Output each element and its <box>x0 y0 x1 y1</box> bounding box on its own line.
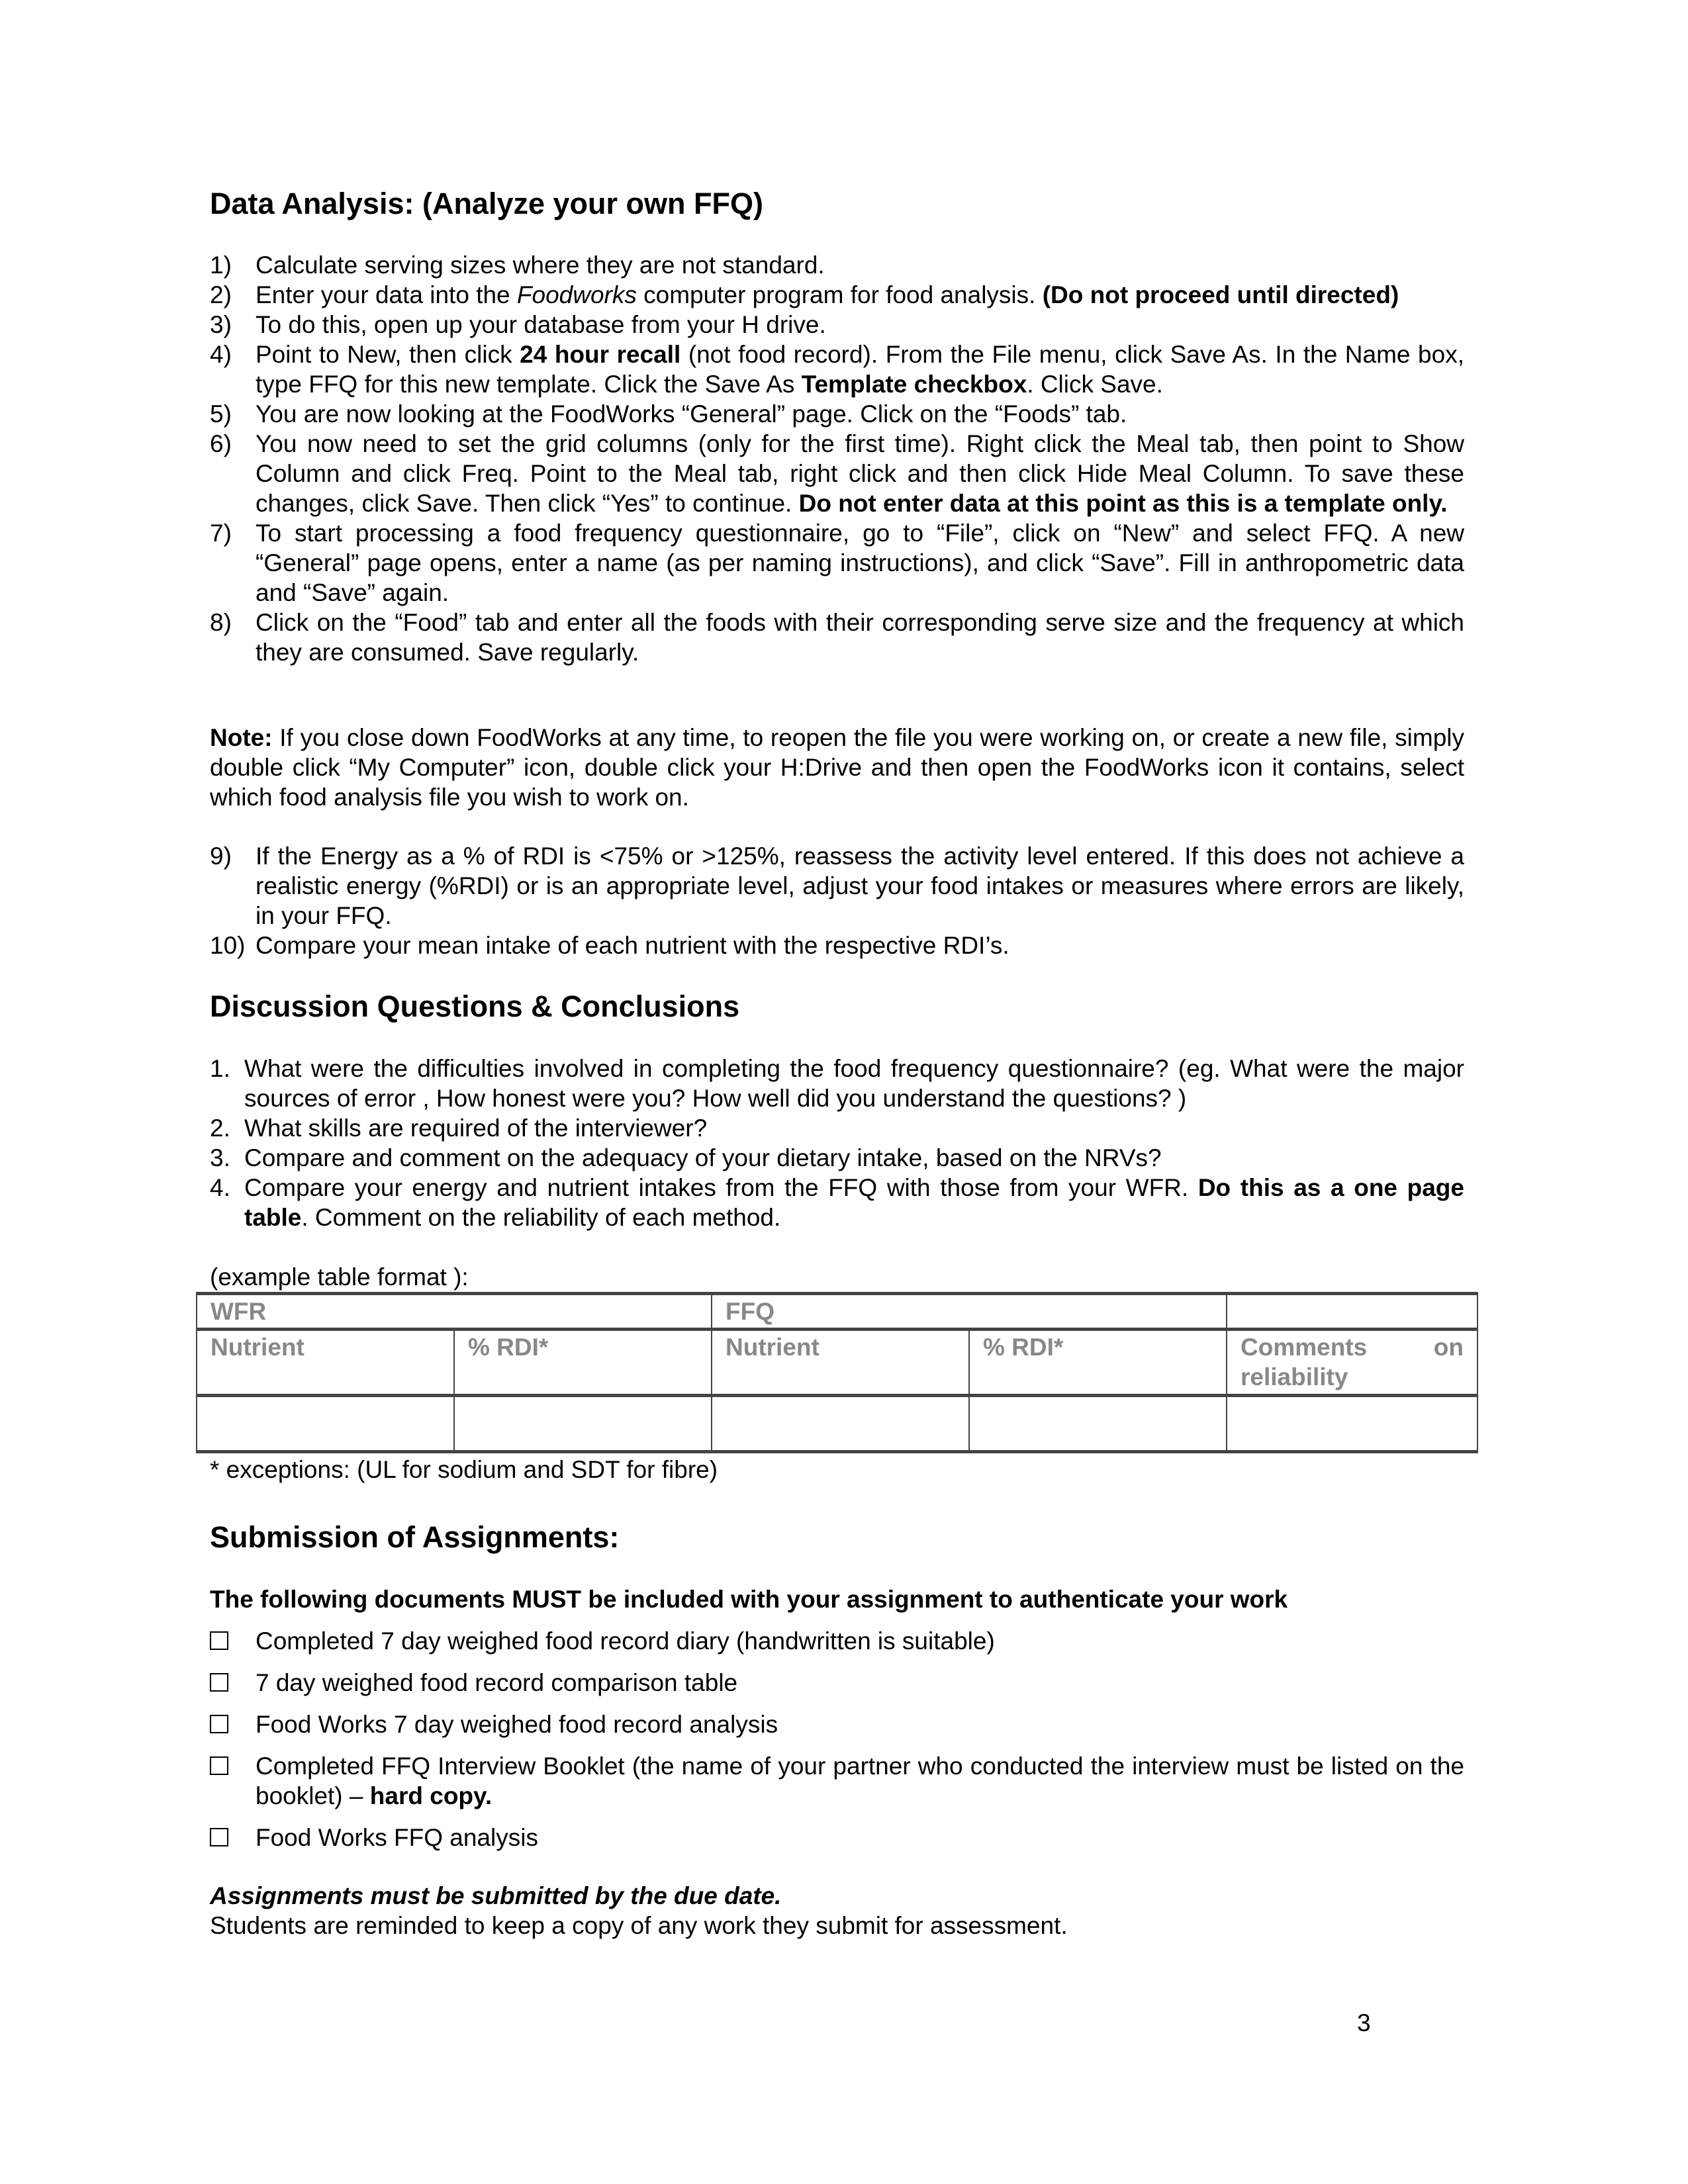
text-segment: Note: <box>210 724 273 751</box>
list-item <box>210 310 1464 340</box>
text-segment: Click on the “Food” tab and enter all the foods with their corresponding serve size and the frequency at which they are consumed. Save regularly. <box>256 609 1464 666</box>
text-segment: 24 hour recall <box>520 341 681 368</box>
heading-data-analysis: Data Analysis: (Analyze your own FFQ) <box>210 187 763 220</box>
item-number: 5) <box>210 400 232 428</box>
col-nutrient-wfr: Nutrient <box>197 1330 454 1396</box>
item-number: 6) <box>210 430 232 457</box>
item-number: 1) <box>210 251 232 279</box>
item-number: 8) <box>210 609 232 636</box>
checkbox[interactable] <box>210 1673 228 1692</box>
text-segment: Do not enter data at this point as this is a template only. <box>798 490 1448 517</box>
checklist-item <box>210 1626 1464 1656</box>
col-rdi-wfr: % RDI* <box>454 1330 712 1396</box>
cell <box>454 1396 712 1452</box>
text-segment: . Click Save. <box>1027 371 1163 398</box>
note-paragraph <box>210 723 1464 812</box>
item-number: 3) <box>210 311 232 338</box>
text-segment: (Do not proceed until directed) <box>1042 281 1399 308</box>
checklist-item <box>210 1709 1464 1739</box>
col-comments <box>1227 1330 1477 1396</box>
checklist-item <box>210 1668 1464 1698</box>
text-segment: Enter your data into the <box>256 281 517 308</box>
text-segment: If the Energy as a % of RDI is <75% or >125%, reassess the activity level entered. If this does not achieve a realistic energy (%RDI) or is an appropriate level, adjust your food intakes or measures where errors are likely, in your FFQ. <box>256 842 1464 929</box>
header-wfr: WFR <box>197 1294 712 1330</box>
due-date-notice: Assignments must be submitted by the due date. <box>210 1882 782 1909</box>
questions-list <box>210 1054 1464 1232</box>
list-item <box>210 931 1464 960</box>
steps-list-2 <box>210 841 1464 960</box>
item-number: 3. <box>210 1144 230 1171</box>
text-segment: Foodworks <box>516 281 637 308</box>
text-segment: Compare and comment on the adequacy of your dietary intake, based on the NRVs? <box>244 1144 1162 1171</box>
text-segment: Food Works 7 day weighed food record analysis <box>256 1711 778 1738</box>
text-segment: You are now looking at the FoodWorks “General” page. Click on the “Foods” tab. <box>256 400 1127 428</box>
example-table <box>196 1292 1478 1453</box>
checkbox[interactable] <box>210 1715 228 1733</box>
item-number: 2) <box>210 281 232 308</box>
list-item <box>210 1143 1464 1173</box>
item-number: 4. <box>210 1174 230 1201</box>
page-number: 3 <box>1357 2009 1371 2036</box>
cell <box>712 1396 969 1452</box>
table-caption: (example table format ): <box>210 1263 469 1291</box>
text-segment: What were the difficulties involved in completing the food frequency questionnaire? (eg. What were the major sources of error , How honest were you? How well did you understand the questions? ) <box>244 1055 1464 1112</box>
checklist-item <box>210 1823 1464 1852</box>
checklist-item <box>210 1751 1464 1811</box>
text-segment: Completed FFQ Interview Booklet (the name of your partner who conducted the interview must be listed on the booklet) – <box>256 1752 1464 1809</box>
list-item <box>210 1113 1464 1143</box>
text-segment: To do this, open up your database from your H drive. <box>256 311 826 338</box>
list-item <box>210 1054 1464 1113</box>
text-segment: Food Works FFQ analysis <box>256 1824 538 1851</box>
heading-submission: Submission of Assignments: <box>210 1520 620 1554</box>
heading-discussion: Discussion Questions & Conclusions <box>210 989 740 1023</box>
item-number: 4) <box>210 341 232 368</box>
reliability-word: reliability <box>1241 1363 1348 1390</box>
text-segment: Compare your mean intake of each nutrient with the respective RDI’s. <box>256 932 1009 959</box>
section-submission <box>210 1520 1464 1555</box>
text-segment: Calculate serving sizes where they are not standard. <box>256 251 825 279</box>
text-segment: Do this as a one page table <box>244 1174 1464 1231</box>
text-segment: Template checkbox <box>801 371 1027 398</box>
text-segment: To start processing a food frequency questionnaire, go to “File”, click on “New” and select FFQ. A new “General” page opens, enter a name (as per naming instructions), and click “Save”. Fill in anthropometric data and “Save” again. <box>256 520 1464 606</box>
text-segment: (not food record). From the File menu, click Save As. In the Name box, type FFQ for this new template. Click the Save As <box>256 341 1464 398</box>
text-segment: Completed 7 day weighed food record diary (handwritten is suitable) <box>256 1627 995 1655</box>
text-segment: You now need to set the grid columns (only for the first time). Right click the Meal tab, then point to Show Column and click Freq. Point to the Meal tab, right click and then click Hide Meal Column. To save these changes, click Save. Then click “Yes” to continue. <box>256 430 1464 517</box>
list-item <box>210 250 1464 280</box>
list-item <box>210 518 1464 608</box>
text-segment: Compare your energy and nutrient intakes from the FFQ with those from your WFR. <box>244 1174 1198 1201</box>
cell <box>197 1396 454 1452</box>
submission-intro: The following documents MUST be included with your assignment to authenticate your work <box>210 1586 1288 1613</box>
checkbox[interactable] <box>210 1828 228 1846</box>
item-number: 9) <box>210 842 232 870</box>
checkbox[interactable] <box>210 1756 228 1775</box>
text-segment: 7 day weighed food record comparison table <box>256 1669 738 1696</box>
section-data-analysis <box>210 187 1464 221</box>
reminder-text: Students are reminded to keep a copy of any work they submit for assessment. <box>210 1912 1068 1939</box>
col-rdi-ffq: % RDI* <box>969 1330 1227 1396</box>
text-segment: . Comment on the reliability of each method. <box>301 1204 781 1231</box>
text-segment: What skills are required of the interviewer? <box>244 1115 708 1142</box>
steps-list <box>210 250 1464 667</box>
list-item <box>210 841 1464 931</box>
item-number: 2. <box>210 1115 230 1142</box>
checkbox[interactable] <box>210 1631 228 1650</box>
on-word: on <box>1433 1334 1464 1361</box>
list-item <box>210 1173 1464 1232</box>
cell <box>969 1396 1227 1452</box>
comments-word: Comments <box>1241 1334 1368 1361</box>
item-number: 10) <box>210 932 246 959</box>
list-item <box>210 399 1464 429</box>
text-segment: computer program for food analysis. <box>636 281 1043 308</box>
header-ffq: FFQ <box>712 1294 1227 1330</box>
text-segment: hard copy. <box>369 1782 492 1809</box>
table-footnote: * exceptions: (UL for sodium and SDT for fibre) <box>210 1456 718 1483</box>
item-number: 7) <box>210 520 232 547</box>
col-nutrient-ffq: Nutrient <box>712 1330 969 1396</box>
item-number: 1. <box>210 1055 230 1082</box>
header-empty <box>1227 1294 1477 1330</box>
text-segment: If you close down FoodWorks at any time, to reopen the file you were working on, or create a new file, simply double click “My Computer” icon, double click your H:Drive and then open the FoodWorks icon it contains, select which food analysis file you wish to work on. <box>210 724 1464 811</box>
list-item <box>210 608 1464 667</box>
text-segment: Point to New, then click <box>256 341 520 368</box>
section-discussion <box>210 989 1464 1024</box>
list-item <box>210 429 1464 518</box>
submission-checklist <box>210 1626 1464 1864</box>
list-item <box>210 340 1464 399</box>
list-item <box>210 280 1464 310</box>
cell <box>1227 1396 1477 1452</box>
